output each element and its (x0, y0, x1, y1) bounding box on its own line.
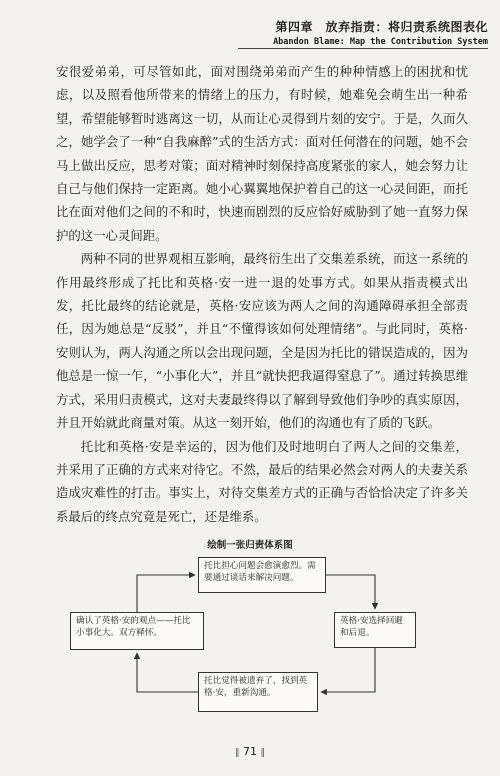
paragraph-1: 安很爱弟弟，可尽管如此，面对围绕弟弟而产生的种种情感上的困扰和忧虑，以及照看他所带来的情绪上的压力，有时候，她难免会萌生出一种希望，希望能够暂时逃离这一切，从而让心灵得到片刻的安宁。于是，久而久之，她学会了一种“自我麻醉”式的生活方式：面对任何潜在的问题，她不会马上做出反应，思考对策；面对精神时刻保持高度紧张的家人，她会努力让自己与他们保持一定距离。她小心翼翼地保护着自己的这一心灵间距，而托比在面对他们之间的不和时，快速而剧烈的反应恰好威胁到了她一直努力保护的这一心灵间距。 (56, 64, 468, 243)
diagram-box-ingrid-retreat: 英格·安选择回避和后退。 (334, 612, 416, 648)
page-number-bar-right: ‖ (260, 748, 265, 758)
paragraph-2: 两种不同的世界观相互影响，最终衍生出了交集差系统，而这一系统的作用最终形成了托比和英格·安一进一退的处事方式。如果从指责模式出发，托比最终的结论就是，英格·安应该为两人之间的沟通障碍承担全部责任，因为她总是“反驳”，并且“不懂得该如何处理情绪”。与此同时，英格·安则认为，两人沟通之所以会出现问题，全是因为托比的错误造成的，因为他总是一惊一乍，“小事化大”，并且“就快把我逼得窒息了”。通过转换思维方式，采用归责模式，这对夫妻最终得以了解到导致他们争吵的真实原因，并且开始就此商量对策。从这一刻开始，他们的沟通也有了质的飞跃。 (56, 251, 468, 431)
arrow-left-to-top (137, 575, 195, 612)
page-number-value: 71 (243, 745, 257, 758)
chapter-title-en: Abandon Blame: Map the Contribution System (273, 37, 488, 47)
running-header (238, 18, 488, 47)
chapter-title-cn: 第四章 放弃指责：将归责系统图表化 (275, 20, 488, 34)
diagram-box-toby-abandoned: 托比觉得被遗弃了，找到英格·安，重新沟通。 (198, 672, 318, 712)
arrow-bottom-to-left (137, 653, 198, 692)
header-rule (238, 48, 488, 49)
diagram-title: 绘制一张归责体系图 (207, 540, 293, 551)
page-number-bar-left: ‖ (235, 748, 240, 758)
page-number (220, 745, 280, 758)
arrow-right-to-bottom (321, 648, 375, 692)
diagram-box-reconcile: 确认了英格·安的观点——托比小事化大。双方释怀。 (70, 612, 204, 650)
arrow-top-to-right (326, 575, 375, 609)
diagram-box-toby-worry: 托比担心问题会愈演愈烈。需要通过谈话来解决问题。 (198, 557, 326, 593)
body-text (56, 60, 468, 528)
paragraph-3: 托比和英格·安是幸运的，因为他们及时地明白了两人之间的交集差，并采用了正确的方式来对待它。不然，最后的结果必然会对两人的夫妻关系造成灾难性的打击。事实上，对待交集差方式的正确与否恰恰决定了许多关系最后的终点究竟是死亡，还是维系。 (56, 438, 468, 524)
